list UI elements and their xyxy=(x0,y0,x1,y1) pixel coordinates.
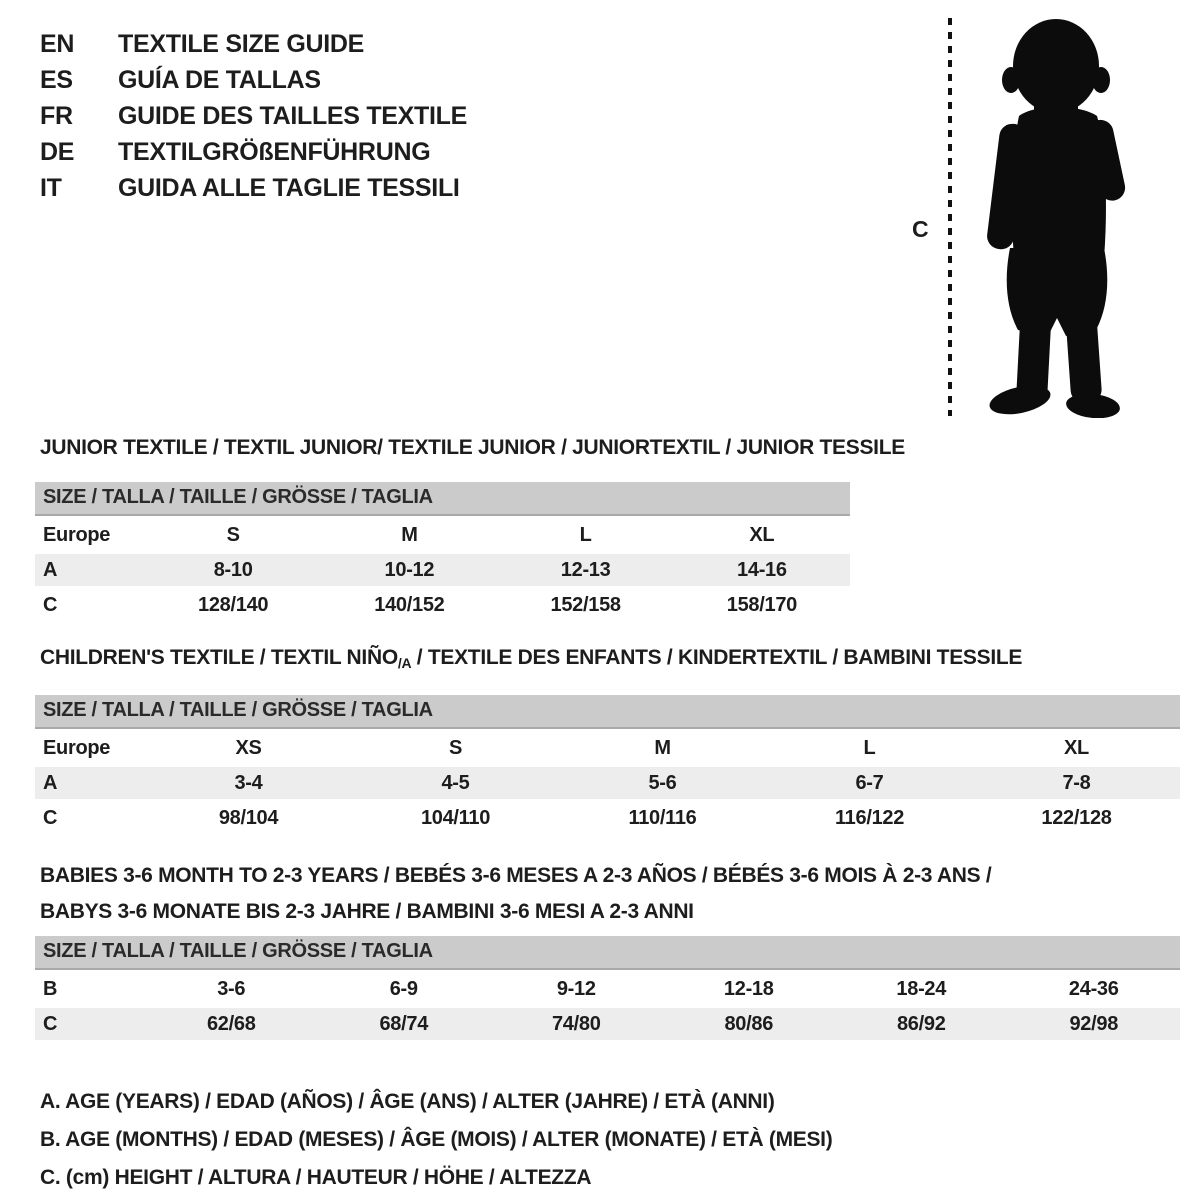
table-row xyxy=(35,767,1180,799)
table-cell: 18-24 xyxy=(896,978,947,1000)
table-cell: 9-12 xyxy=(556,978,596,1000)
guide-title: GUIDA ALLE TAGLIE TESSILI xyxy=(118,174,460,202)
table-row xyxy=(35,802,1180,834)
row-label: C xyxy=(43,807,58,829)
row-label: A xyxy=(43,559,58,581)
guide-title: GUIDE DES TAILLES TEXTILE xyxy=(118,102,468,130)
table-cell: 12-13 xyxy=(560,559,611,581)
heading-subscript: /A xyxy=(397,655,412,671)
legend-line-a: A. AGE (YEARS) / EDAD (AÑOS) / ÂGE (ANS) / ALTER (JAHRE) / ETÀ (ANNI) xyxy=(40,1090,775,1113)
table-cell: 68/74 xyxy=(379,1013,429,1035)
table-cell: 5-6 xyxy=(648,772,677,794)
table-cell: 98/104 xyxy=(218,807,279,829)
table-cell: 86/92 xyxy=(896,1013,946,1035)
table-row xyxy=(35,1008,1180,1040)
children-size-table xyxy=(35,695,1180,834)
lang-code: ES xyxy=(40,66,73,94)
table-row xyxy=(35,519,850,551)
heading-text: / TEXTILE DES ENFANTS / KINDERTEXTIL / BAMBINI TESSILE xyxy=(411,646,1023,669)
table-cell: 14-16 xyxy=(737,559,787,581)
table-cell: 152/158 xyxy=(550,594,621,616)
guide-title: GUÍA DE TALLAS xyxy=(118,66,321,94)
table-cell: 128/140 xyxy=(198,594,269,616)
guide-title: TEXTILGRÖßENFÜHRUNG xyxy=(118,138,431,166)
row-label: B xyxy=(43,978,58,1000)
table-cell: 12-18 xyxy=(723,978,774,1000)
height-dashed-line xyxy=(948,18,952,416)
heading-line-1: BABIES 3-6 MONTH TO 2-3 YEARS / BEBÉS 3-6 MESES A 2-3 AÑOS / BÉBÉS 3-6 MOIS À 2-3 ANS / xyxy=(40,864,992,887)
row-label: C xyxy=(43,1013,58,1035)
babies-size-table xyxy=(35,936,1180,1040)
size-column-header: M xyxy=(401,524,418,546)
heading-text: CHILDREN'S TEXTILE / TEXTIL NIÑO xyxy=(40,646,398,669)
table-cell: 7-8 xyxy=(1062,772,1091,794)
height-measure-label: C xyxy=(912,216,929,242)
table-cell: 6-9 xyxy=(389,978,418,1000)
size-column-header: S xyxy=(448,737,463,759)
table-cell: 92/98 xyxy=(1069,1013,1119,1035)
lang-code: FR xyxy=(40,102,73,130)
table-row xyxy=(35,589,850,621)
table-row xyxy=(35,973,1180,1005)
table-cell: 4-5 xyxy=(441,772,470,794)
table-cell: 8-10 xyxy=(213,559,253,581)
table-row xyxy=(35,732,1180,764)
size-column-header: M xyxy=(654,737,671,759)
junior-size-table xyxy=(35,482,850,621)
table-cell: 140/152 xyxy=(374,594,445,616)
table-cell: 74/80 xyxy=(551,1013,601,1035)
row-label: Europe xyxy=(43,524,111,546)
legend-line-c: C. (cm) HEIGHT / ALTURA / HAUTEUR / HÖHE / ALTEZZA xyxy=(40,1166,592,1189)
table-cell: 110/116 xyxy=(628,807,697,829)
table-cell: 3-6 xyxy=(217,978,246,1000)
table-cell: 24-36 xyxy=(1068,978,1119,1000)
lang-code: DE xyxy=(40,138,75,166)
children-section-heading xyxy=(40,646,1200,675)
size-column-header: L xyxy=(863,737,876,759)
table-row xyxy=(35,554,850,586)
size-column-header: XL xyxy=(749,524,775,546)
size-header-band: SIZE / TALLA / TAILLE / GRÖSSE / TAGLIA xyxy=(35,936,1180,970)
table-cell: 104/110 xyxy=(420,807,491,829)
table-cell: 80/86 xyxy=(724,1013,774,1035)
height-measurement-figure xyxy=(900,14,1180,422)
babies-section-heading xyxy=(40,858,1000,930)
measurement-legend xyxy=(40,1083,1200,1197)
size-column-header: XL xyxy=(1064,737,1089,759)
size-header-band: SIZE / TALLA / TAILLE / GRÖSSE / TAGLIA xyxy=(35,482,850,516)
row-label: C xyxy=(43,594,58,616)
table-cell: 116/122 xyxy=(834,807,905,829)
legend-line-b: B. AGE (MONTHS) / EDAD (MESES) / ÂGE (MOIS) / ALTER (MONATE) / ETÀ (MESI) xyxy=(40,1128,833,1151)
table-cell: 158/170 xyxy=(726,594,797,616)
row-label: A xyxy=(43,772,58,794)
heading-line-2: BABYS 3-6 MONATE BIS 2-3 JAHRE / BAMBINI 3-6 MESI A 2-3 ANNI xyxy=(40,900,694,923)
size-column-header: S xyxy=(226,524,240,546)
size-column-header: L xyxy=(579,524,592,546)
lang-code: IT xyxy=(40,174,62,202)
table-cell: 62/68 xyxy=(206,1013,256,1035)
toddler-silhouette-icon xyxy=(964,16,1144,418)
size-column-header: XS xyxy=(235,737,262,759)
row-label: Europe xyxy=(43,737,111,759)
guide-title: TEXTILE SIZE GUIDE xyxy=(118,30,365,58)
table-cell: 3-4 xyxy=(234,772,263,794)
table-cell: 122/128 xyxy=(1041,807,1112,829)
junior-section-heading: JUNIOR TEXTILE / TEXTIL JUNIOR/ TEXTILE JUNIOR / JUNIORTEXTIL / JUNIOR TESSILE xyxy=(40,436,905,459)
table-cell: 6-7 xyxy=(855,772,884,794)
table-cell: 10-12 xyxy=(384,559,435,581)
size-header-band: SIZE / TALLA / TAILLE / GRÖSSE / TAGLIA xyxy=(35,695,1180,729)
lang-code: EN xyxy=(40,30,75,58)
